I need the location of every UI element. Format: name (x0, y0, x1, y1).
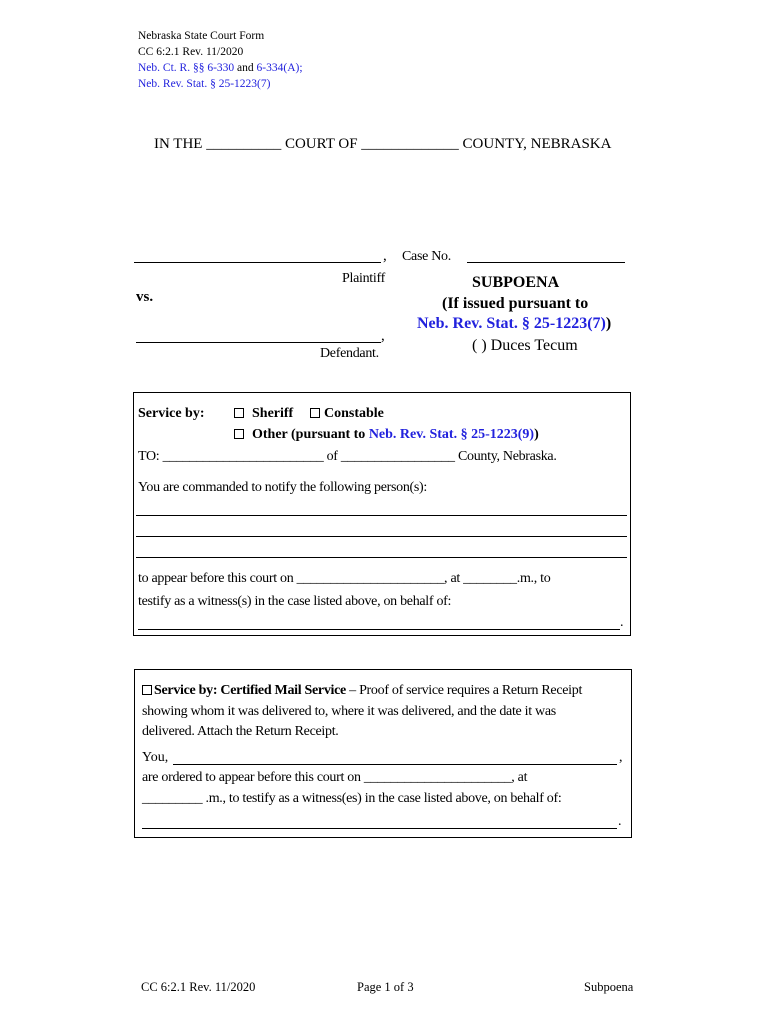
service-box-2 (134, 669, 632, 838)
subpoena-statute (417, 315, 611, 333)
statute-link-25-1223-9[interactable]: Neb. Rev. Stat. § 25-1223(9) (368, 427, 535, 442)
behalf-line[interactable] (138, 629, 620, 630)
you-comma: , (619, 750, 623, 765)
certified-mail-line (142, 683, 582, 699)
ordered-line[interactable]: are ordered to appear before this court on ______________________, at (142, 770, 528, 785)
other-checkbox[interactable] (234, 429, 244, 439)
commanded-text: You are commanded to notify the following person(s): (138, 480, 427, 495)
subpoena-title: SUBPOENA (472, 274, 560, 291)
service-box-1 (133, 392, 631, 636)
delivery-line-2: showing whom it was delivered to, where it was delivered, and the date it was (142, 704, 556, 719)
testify-line-2[interactable]: _________ .m., to testify as a witness(es) in the case listed above, on behalf of: (142, 791, 562, 806)
sheriff-checkbox[interactable] (234, 408, 244, 418)
title-close-paren: ) (605, 315, 612, 332)
other-prefix: Other (pursuant to (252, 427, 366, 442)
proof-text: – Proof of service requires a Return Receipt (349, 683, 583, 698)
you-label: You, (142, 750, 169, 765)
behalf-line-2[interactable] (142, 828, 617, 829)
case-no-line[interactable] (467, 262, 625, 263)
plaintiff-comma: , (383, 248, 387, 264)
certified-service-label: Service by: (154, 683, 218, 698)
rule-link-6-334[interactable]: 6-334(A); (256, 62, 303, 74)
defendant-label: Defendant. (320, 346, 379, 361)
statute-link-25-1223-7[interactable]: Neb. Rev. Stat. § 25-1223(7) (138, 78, 271, 90)
delivery-line-3: delivered. Attach the Return Receipt. (142, 724, 339, 739)
form-number: CC 6:2.1 Rev. 11/2020 (138, 46, 244, 58)
sheriff-label: Sheriff (252, 406, 294, 421)
vs-label: vs. (136, 289, 154, 305)
court-line: IN THE __________ COURT OF _____________ COUNTY, NEBRASKA (154, 136, 612, 152)
plaintiff-name-line[interactable] (134, 262, 381, 263)
duces-tecum-option[interactable]: ( ) Duces Tecum (472, 337, 578, 354)
behalf-period: . (620, 615, 624, 630)
plaintiff-label: Plaintiff (342, 271, 385, 286)
person-line-1[interactable] (136, 515, 627, 516)
to-line[interactable]: TO: ________________________ of _________________ County, Nebraska. (138, 449, 557, 464)
footer-form-number: CC 6:2.1 Rev. 11/2020 (141, 980, 256, 994)
other-option[interactable] (234, 427, 539, 443)
form-name: Nebraska State Court Form (138, 30, 265, 42)
rule-link-6-330[interactable]: 6-330 (207, 62, 235, 74)
person-line-2[interactable] (136, 536, 627, 537)
court-rules-citation (138, 60, 303, 76)
sheriff-option[interactable] (234, 406, 293, 422)
rule-prefix: Neb. Ct. R. §§ (138, 62, 205, 74)
defendant-comma: , (381, 328, 385, 344)
you-name-line[interactable] (173, 764, 617, 765)
statute-link-25-1223-7-title[interactable]: Neb. Rev. Stat. § 25-1223(7) (417, 315, 606, 332)
rule-and: and (237, 62, 254, 74)
certified-mail-checkbox[interactable] (142, 685, 152, 695)
appear-line[interactable]: to appear before this court on ______________________, at ________.m., to (138, 571, 551, 586)
testify-line: testify as a witness(s) in the case listed above, on behalf of: (138, 594, 452, 609)
footer-page-number: Page 1 of 3 (357, 980, 414, 994)
other-suffix: ) (534, 427, 539, 442)
constable-option[interactable] (310, 406, 384, 422)
behalf-period-2: . (618, 814, 622, 829)
statute-citation (138, 76, 270, 92)
subpoena-subtitle: (If issued pursuant to (442, 295, 589, 312)
service-by-label: Service by: (138, 406, 205, 421)
constable-label: Constable (324, 406, 384, 421)
footer-doc-title: Subpoena (584, 980, 634, 994)
certified-mail-label: Certified Mail Service (220, 683, 346, 698)
person-line-3[interactable] (136, 557, 627, 558)
case-no-label: Case No. (402, 249, 451, 264)
constable-checkbox[interactable] (310, 408, 320, 418)
defendant-name-line[interactable] (136, 342, 381, 343)
